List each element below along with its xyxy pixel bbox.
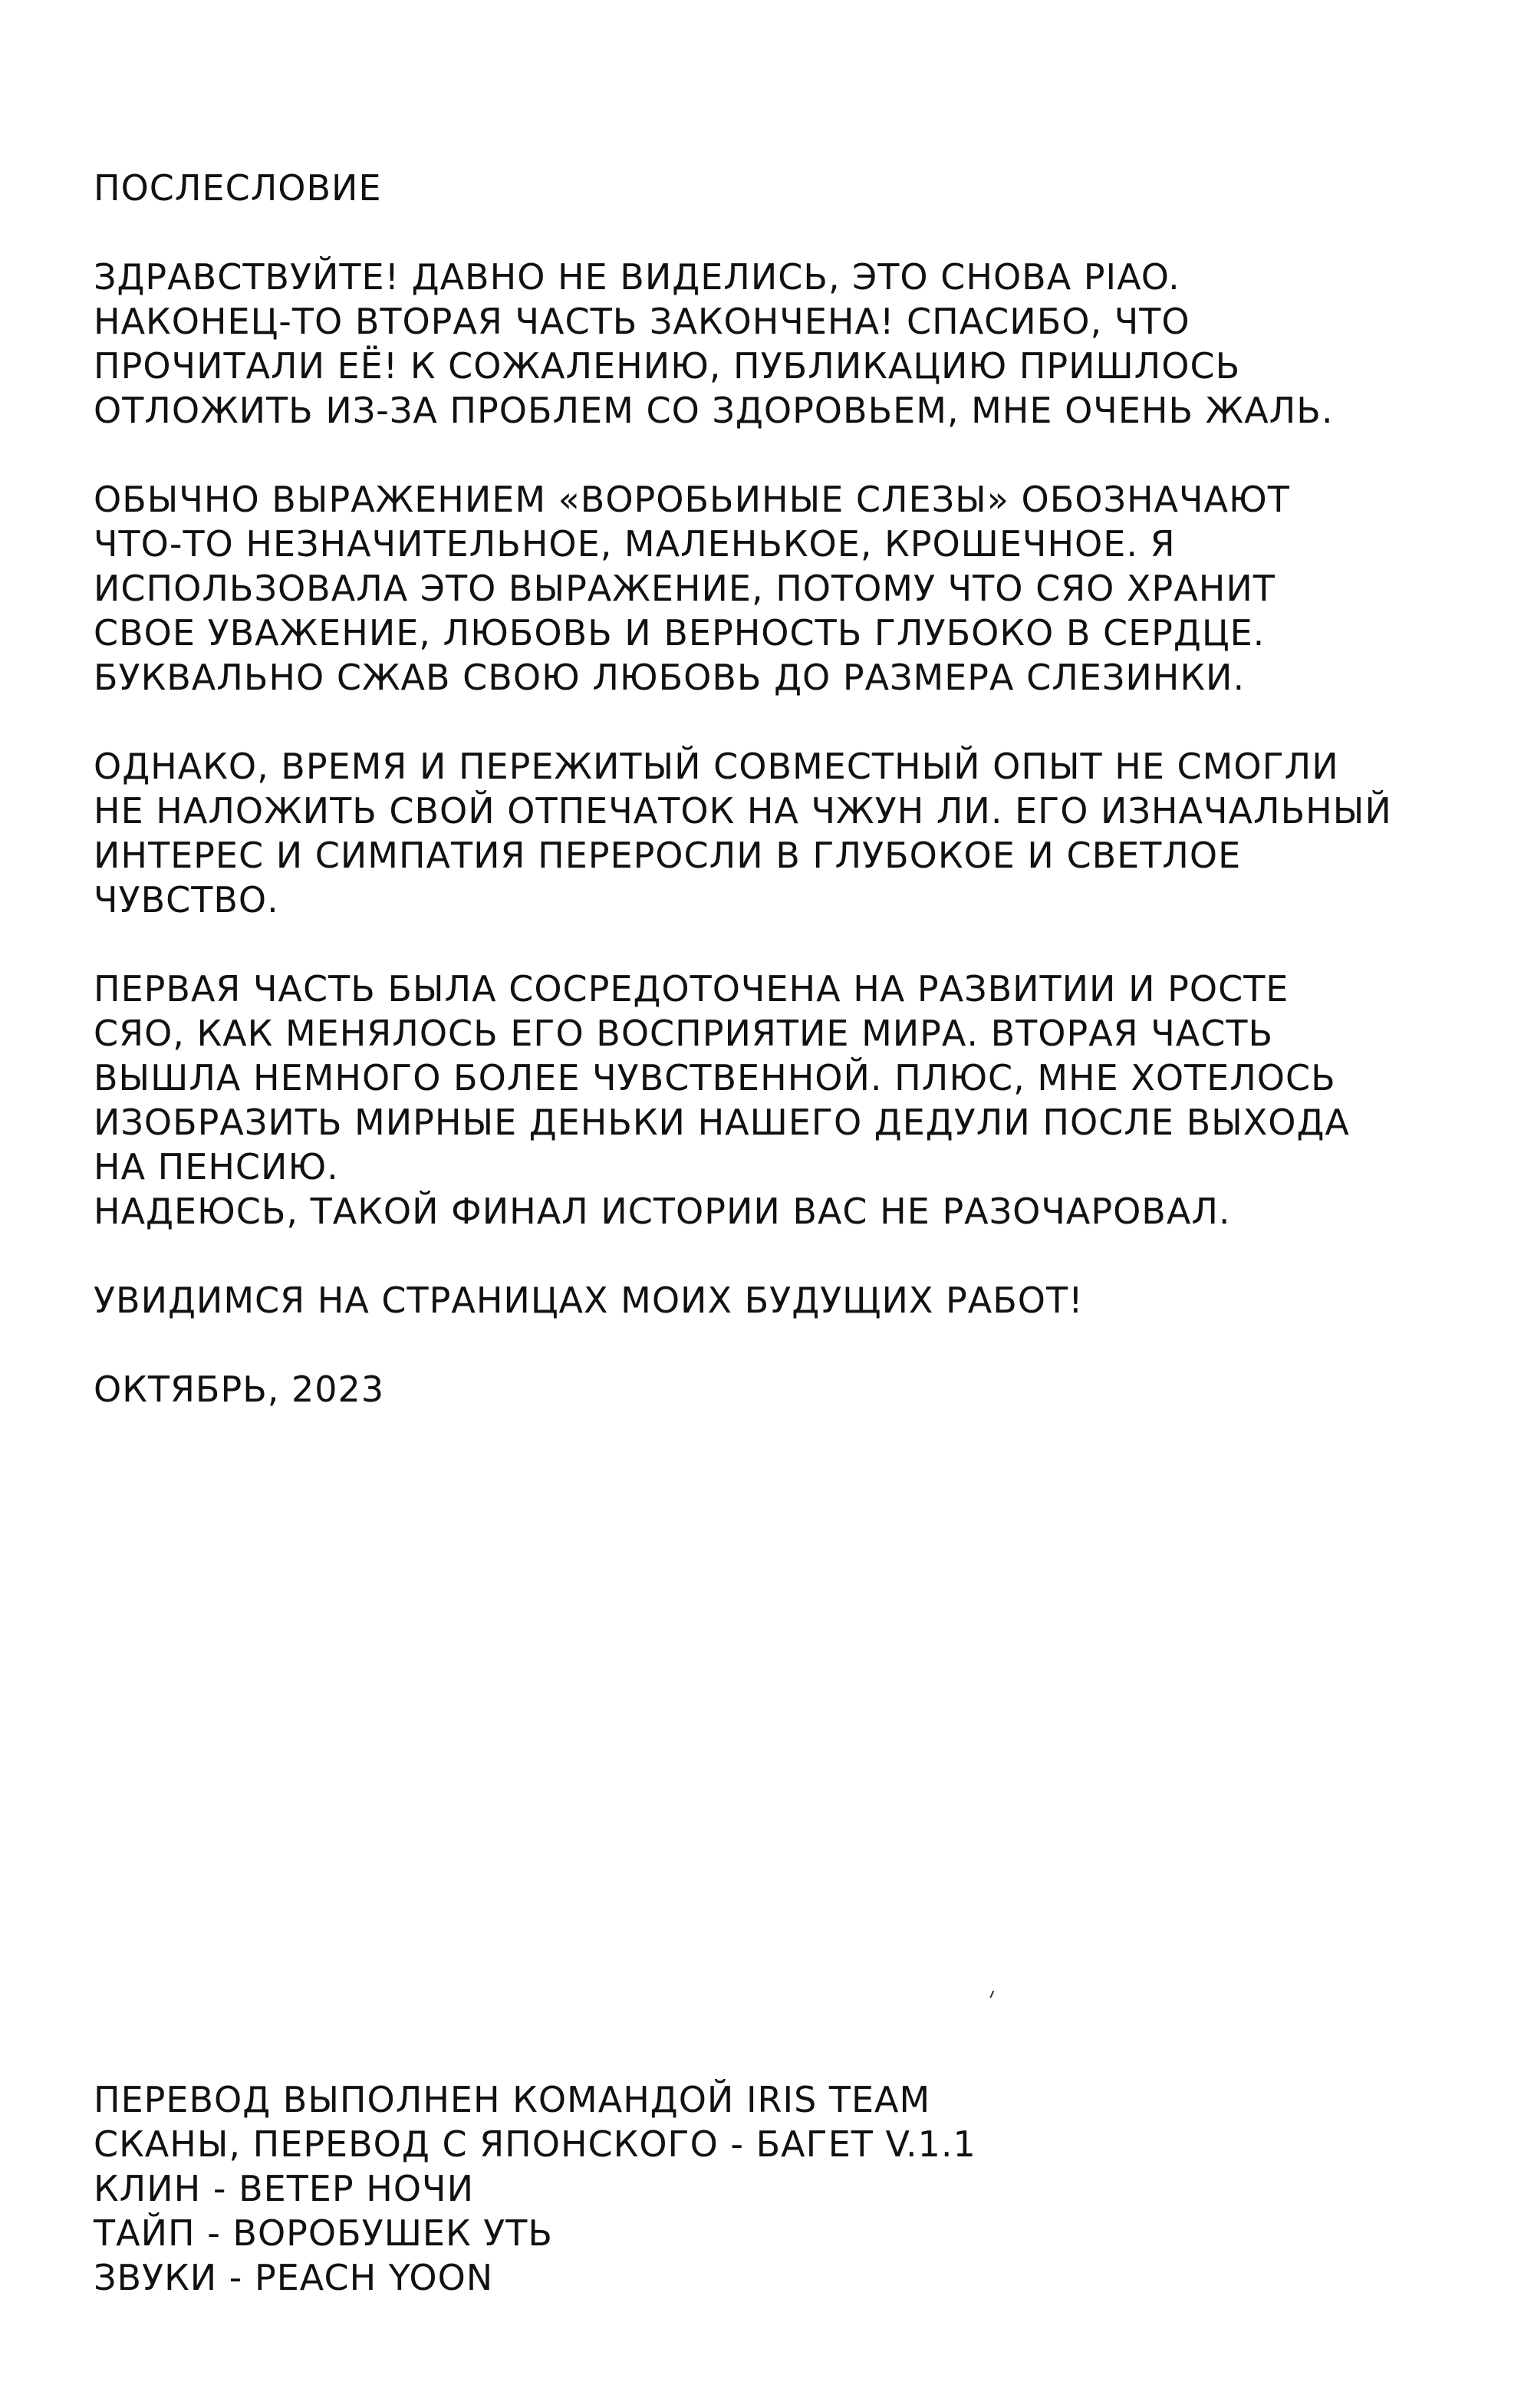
credits-line: СКАНЫ, ПЕРЕВОД С ЯПОНСКОГО - БАГЕТ V.1.1	[94, 2123, 976, 2165]
paragraph-first-part	[94, 967, 1413, 1234]
paragraph-sparrow-tears	[94, 477, 1413, 700]
paragraph-line: ВЫШЛА НЕМНОГО БОЛЕЕ ЧУВСТВЕННОЙ. ПЛЮС, МНЕ ХОТЕЛОСЬ	[94, 1057, 1336, 1099]
paragraph-line: ПРОЧИТАЛИ ЕЁ! К СОЖАЛЕНИЮ, ПУБЛИКАЦИЮ ПРИШЛОСЬ	[94, 345, 1241, 387]
credits-line: ЗВУКИ - PEACH YOON	[94, 2257, 494, 2298]
paragraph-date	[94, 1367, 1413, 1412]
paragraph-line: ОДНАКО, ВРЕМЯ И ПЕРЕЖИТЫЙ СОВМЕСТНЫЙ ОПЫТ НЕ СМОГЛИ	[94, 746, 1339, 787]
paragraph-line: ИСПОЛЬЗОВАЛА ЭТО ВЫРАЖЕНИЕ, ПОТОМУ ЧТО СЯО ХРАНИТ	[94, 568, 1276, 609]
credits-line: ПЕРЕВОД ВЫПОЛНЕН КОМАНДОЙ IRIS TEAM	[94, 2079, 931, 2120]
paragraph-line: СЯО, КАК МЕНЯЛОСЬ ЕГО ВОСПРИЯТИЕ МИРА. ВТОРАЯ ЧАСТЬ	[94, 1013, 1274, 1054]
afterword-text	[94, 166, 1413, 1412]
paragraph-line: НЕ НАЛОЖИТЬ СВОЙ ОТПЕЧАТОК НА ЧЖУН ЛИ. ЕГО ИЗНАЧАЛЬНЫЙ	[94, 790, 1392, 832]
paragraph-line: НА ПЕНСИЮ.	[94, 1146, 339, 1188]
paragraph-see-you	[94, 1278, 1413, 1323]
paragraph-line: ЧТО-ТО НЕЗНАЧИТЕЛЬНОЕ, МАЛЕНЬКОЕ, КРОШЕЧНОЕ. Я	[94, 523, 1176, 565]
paragraph-line: ПЕРВАЯ ЧАСТЬ БЫЛА СОСРЕДОТОЧЕНА НА РАЗВИТИИ И РОСТЕ	[94, 968, 1289, 1010]
paragraph-line: УВИДИМСЯ НА СТРАНИЦАХ МОИХ БУДУЩИХ РАБОТ!	[94, 1280, 1084, 1321]
paragraph-line: НАКОНЕЦ-ТО ВТОРАЯ ЧАСТЬ ЗАКОНЧЕНА! СПАСИБО, ЧТО	[94, 301, 1190, 342]
credits-line: ТАЙП - ВОРОБУШЕК УТЬ	[94, 2212, 553, 2254]
paragraph-line: ОБЫЧНО ВЫРАЖЕНИЕМ «ВОРОБЬИНЫЕ СЛЕЗЫ» ОБОЗНАЧАЮТ	[94, 479, 1290, 520]
paragraph-greeting	[94, 255, 1413, 433]
paragraph-line: ИНТЕРЕС И СИМПАТИЯ ПЕРЕРОСЛИ В ГЛУБОКОЕ И СВЕТЛОЕ	[94, 835, 1242, 876]
paragraph-line: НАДЕЮСЬ, ТАКОЙ ФИНАЛ ИСТОРИИ ВАС НЕ РАЗОЧАРОВАЛ.	[94, 1191, 1231, 1232]
paragraph-line: ОТЛОЖИТЬ ИЗ-ЗА ПРОБЛЕМ СО ЗДОРОВЬЕМ, МНЕ ОЧЕНЬ ЖАЛЬ.	[94, 390, 1334, 431]
scan-speck	[989, 1991, 998, 2000]
paragraph-line: ИЗОБРАЗИТЬ МИРНЫЕ ДЕНЬКИ НАШЕГО ДЕДУЛИ ПОСЛЕ ВЫХОДА	[94, 1102, 1350, 1143]
credits-line: КЛИН - ВЕТЕР НОЧИ	[94, 2168, 474, 2209]
paragraph-line: БУКВАЛЬНО СЖАВ СВОЮ ЛЮБОВЬ ДО РАЗМЕРА СЛЕЗИНКИ.	[94, 657, 1246, 698]
paragraph-zhong-li	[94, 744, 1413, 922]
date-line: ОКТЯБРЬ, 2023	[94, 1369, 385, 1410]
paragraph-line: ЗДРАВСТВУЙТЕ! ДАВНО НЕ ВИДЕЛИСЬ, ЭТО СНОВА PIAO.	[94, 256, 1180, 298]
afterword-title: ПОСЛЕСЛОВИЕ	[94, 167, 382, 209]
paragraph-line: ЧУВСТВО.	[94, 879, 279, 921]
credits-block	[94, 2077, 1167, 2300]
paragraph-line: СВОЕ УВАЖЕНИЕ, ЛЮБОВЬ И ВЕРНОСТЬ ГЛУБОКО В СЕРДЦЕ.	[94, 612, 1266, 654]
